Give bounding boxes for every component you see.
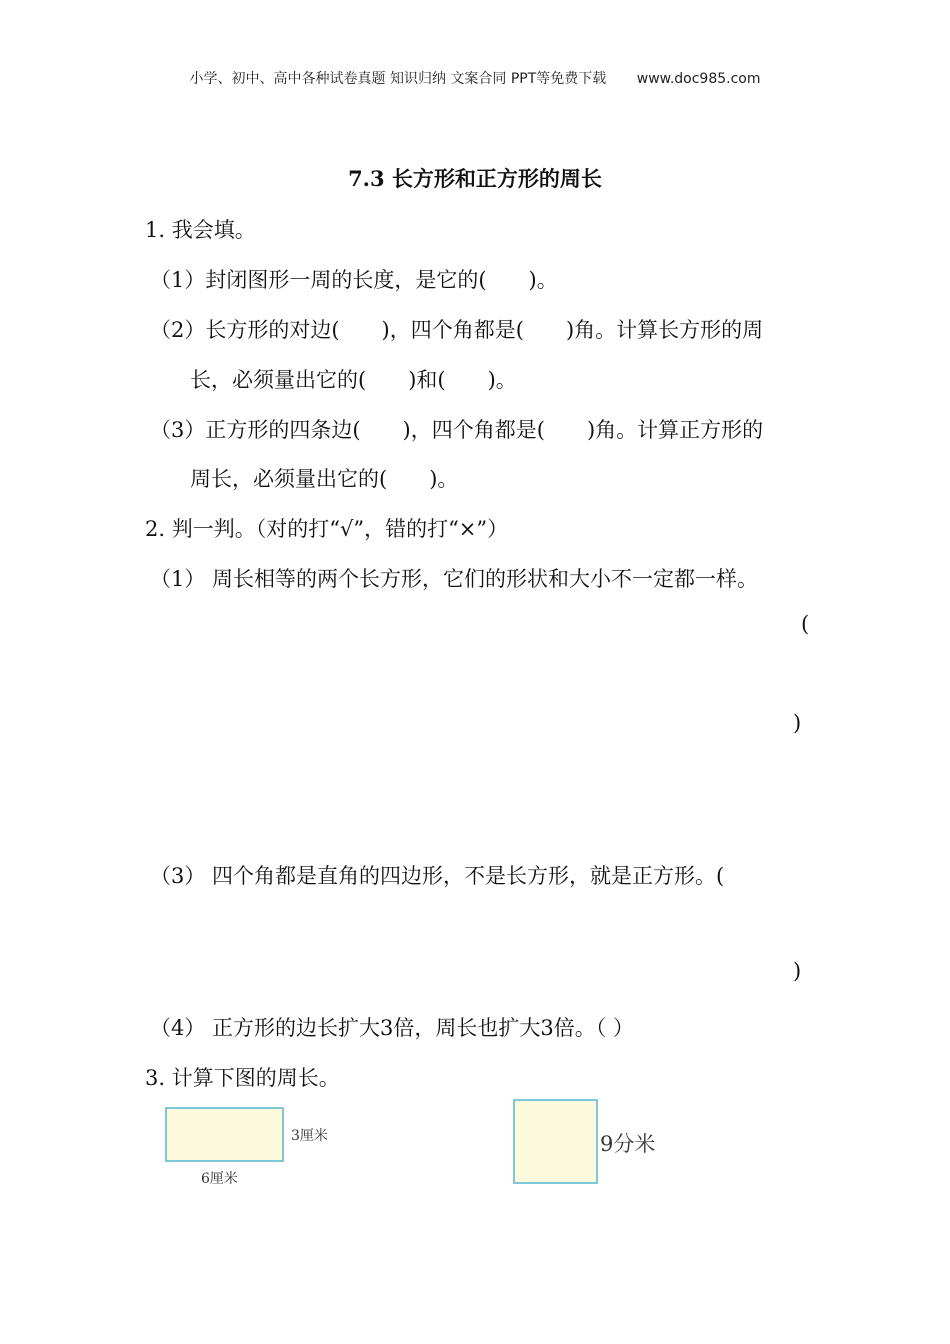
- q2-item-1-open-paren: (: [801, 612, 810, 636]
- q2-item-1-close-paren: ): [793, 711, 802, 735]
- rectangle-figure: [165, 1107, 284, 1162]
- q1-item-3-line2: 周长，必须量出它的( )。: [190, 467, 459, 491]
- q2-item-1: （1） 周长相等的两个长方形，它们的形状和大小不一定都一样。: [150, 567, 759, 591]
- q2-heading: 2. 判一判。（对的打“√”，错的打“×”）: [145, 517, 509, 541]
- square-side-label: 9分米: [600, 1132, 656, 1156]
- header-url[interactable]: www.doc985.com: [636, 71, 761, 87]
- q1-item-2-line2: 长，必须量出它的( )和( )。: [190, 368, 517, 392]
- q3-heading: 3. 计算下图的周长。: [145, 1066, 340, 1090]
- q2-item-4: （4） 正方形的边长扩大3倍，周长也扩大3倍。（ ）: [150, 1016, 634, 1040]
- rectangle-width-label: 6厘米: [201, 1171, 238, 1187]
- q1-item-1: （1）封闭图形一周的长度，是它的( )。: [150, 268, 558, 292]
- q1-item-3-line1: （3）正方形的四条边( )，四个角都是( )角。计算正方形的: [150, 418, 764, 442]
- page-title: 7.3 长方形和正方形的周长: [348, 166, 602, 191]
- q2-item-3: （3） 四个角都是直角的四边形，不是长方形，就是正方形。(: [150, 864, 725, 888]
- rectangle-height-label: 3厘米: [291, 1128, 328, 1144]
- q1-item-2-line1: （2）长方形的对边( )，四个角都是( )角。计算长方形的周: [150, 318, 764, 342]
- square-figure: [513, 1099, 598, 1184]
- page-header: [0, 68, 950, 88]
- header-text: 小学、初中、高中各种试卷真题 知识归纳 文案合同 PPT等免费下载: [189, 71, 607, 87]
- q1-heading: 1. 我会填。: [145, 218, 256, 242]
- q2-item-3-close-paren: ): [793, 959, 802, 983]
